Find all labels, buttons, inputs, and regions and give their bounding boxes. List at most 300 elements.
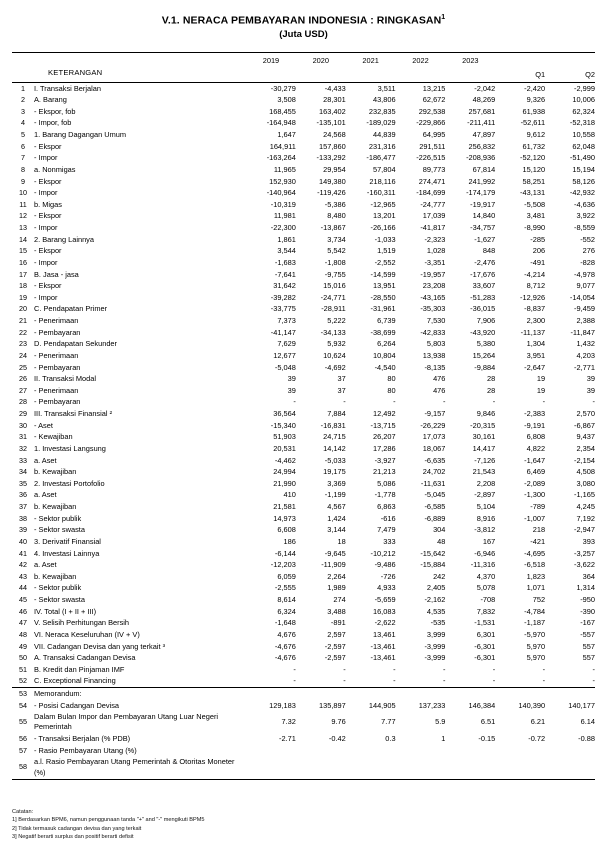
row-value: -26,229 [420, 420, 446, 430]
row-value: -186,477 [366, 153, 396, 163]
row-value: -1,033 [374, 234, 396, 244]
row-number: 49 [19, 641, 27, 651]
row-number: 21 [19, 316, 27, 325]
row-number: 19 [19, 292, 27, 302]
row-value: -3,622 [574, 560, 595, 570]
footnote-item: 3] Negatif berarti surplus dan positif berarti defisit [12, 833, 134, 840]
row-value: -52,318 [569, 118, 595, 128]
row-value: 3,144 [327, 525, 346, 535]
row-value: 14,973 [273, 513, 296, 523]
row-value: 19 [536, 374, 546, 384]
table-row [12, 152, 595, 164]
row-value: -2,042 [474, 83, 496, 93]
row-value: 2,597 [327, 629, 346, 639]
row-value: -2.71 [279, 734, 296, 744]
row-value: 304 [433, 525, 446, 535]
row-value: 1 [441, 734, 446, 744]
row-value: -708 [480, 595, 496, 604]
row-label: - Sektor publik [34, 513, 82, 523]
row-value: 186 [283, 536, 296, 546]
row-value: 1,028 [426, 246, 446, 256]
row-number: 56 [19, 734, 27, 744]
row-value: 13,201 [372, 211, 396, 221]
row-label: - Posisi Cadangan Devisa [34, 700, 120, 710]
row-label: 1. Investasi Langsung [34, 443, 106, 453]
row-value: 4,535 [426, 606, 446, 616]
table-row [12, 664, 595, 676]
row-value: 1,989 [327, 583, 346, 593]
row-value: 20,531 [273, 443, 296, 453]
row-label: - Impor [34, 292, 58, 302]
row-value [246, 745, 296, 757]
row-value: 1,432 [576, 339, 595, 349]
table-body [12, 82, 595, 779]
row-value: -52,611 [520, 118, 546, 128]
row-value: -3,257 [574, 548, 595, 558]
row-value: - [343, 676, 346, 686]
row-value: 24,702 [422, 467, 446, 477]
row-number: 40 [19, 536, 27, 546]
row-number: 23 [19, 339, 27, 349]
row-value: -164,948 [266, 118, 296, 128]
table-row [12, 594, 595, 606]
row-value: 140,390 [518, 700, 546, 710]
table-row [12, 327, 595, 339]
row-value: 5,970 [526, 641, 546, 651]
row-value: 9,846 [476, 409, 496, 418]
row-value: -13,715 [370, 420, 396, 430]
row-value: 364 [582, 571, 595, 581]
row-value: -28,550 [370, 292, 396, 302]
row-value: -5,970 [524, 629, 546, 639]
row-value: 9,326 [526, 95, 546, 105]
row-value: -10,212 [370, 548, 396, 558]
table-row [12, 548, 595, 560]
row-value: -31,961 [370, 304, 396, 314]
row-value: 62,048 [572, 141, 595, 151]
row-value [346, 745, 396, 757]
row-value: 410 [283, 490, 296, 500]
row-value: -9,157 [424, 409, 446, 418]
table-row [12, 396, 595, 408]
table-row [12, 303, 595, 315]
row-label: - Sektor swasta [34, 525, 85, 535]
row-label: - Ekspor [34, 281, 62, 291]
row-value: 6,059 [277, 571, 296, 581]
row-value: 6,324 [277, 606, 296, 616]
row-value: 140,177 [568, 700, 595, 710]
footnotes-heading: Catatan: [12, 809, 34, 816]
row-value: - [592, 397, 595, 407]
row-value: -950 [580, 595, 595, 604]
row-value [445, 688, 495, 700]
header-quarter-0 [246, 68, 296, 83]
row-value: -7,126 [474, 455, 496, 465]
header-quarter-2 [346, 68, 396, 83]
row-value: -2,420 [524, 83, 546, 93]
row-value: -0.42 [328, 734, 346, 744]
row-value: -1,165 [574, 490, 595, 500]
row-label: - Ekspor [34, 176, 62, 186]
title-main-text: V.1. NERACA PEMBAYARAN INDONESIA : RINGKASAN [161, 14, 442, 27]
table-row [12, 94, 595, 106]
row-value: -3,927 [374, 455, 396, 465]
row-value: 6,808 [526, 432, 546, 442]
row-value: 4,370 [476, 571, 496, 581]
row-value: 23,208 [422, 281, 446, 291]
row-value: 7,479 [377, 525, 396, 535]
row-label: - Kewajiban [34, 432, 73, 442]
table-row [12, 606, 595, 618]
row-value: 80 [387, 385, 396, 395]
row-value [396, 688, 446, 700]
row-value: 48 [437, 536, 446, 546]
table-row [12, 245, 595, 257]
row-value [495, 745, 545, 757]
row-value: -34,133 [320, 327, 346, 337]
row-value: -3,999 [424, 641, 446, 651]
table-row [12, 641, 595, 653]
row-value: 6,608 [277, 525, 296, 535]
row-value: 13,215 [422, 83, 446, 93]
header-cell-number-bottom [12, 68, 34, 83]
row-value: 9,612 [526, 130, 546, 139]
row-value: - [393, 397, 396, 407]
table-row [12, 489, 595, 501]
row-label: 4. Investasi Lainnya [34, 548, 100, 558]
row-value: -133,292 [316, 153, 346, 163]
row-label: 1. Barang Dagangan Umum [34, 130, 127, 139]
row-label: b. Kewajiban [34, 571, 77, 581]
row-value: 21,990 [273, 478, 296, 488]
row-value: 168,455 [269, 106, 296, 116]
row-value: -1,647 [524, 455, 546, 465]
row-value: -1,778 [374, 490, 396, 500]
row-label: - Pembayaran [34, 362, 81, 372]
row-value: 19 [536, 385, 546, 395]
row-value: 44,839 [372, 130, 396, 139]
row-label: a. Aset [34, 455, 57, 465]
row-value: 1,647 [277, 130, 296, 139]
row-value: 43,806 [372, 95, 396, 105]
table-row [12, 373, 595, 385]
row-value: -1,627 [474, 234, 496, 244]
row-number: 39 [19, 525, 27, 535]
row-value: - [343, 664, 346, 674]
footnote-item: 2] Tidak termasuk cadangan devisa dan yang terkait [12, 825, 142, 832]
row-value: - [492, 676, 496, 686]
row-value: 4,567 [327, 502, 346, 511]
row-value: 2,354 [576, 443, 595, 453]
row-value [296, 745, 346, 757]
row-value: 146,384 [468, 700, 496, 710]
row-value [396, 745, 446, 757]
row-value: -4,540 [374, 362, 396, 372]
row-label: C. Exceptional Financing [34, 676, 116, 686]
page-title [0, 0, 607, 41]
row-label: - Impor [34, 223, 58, 232]
row-value: -6,889 [424, 513, 446, 523]
row-value: -43,131 [520, 188, 546, 198]
row-value: -15,642 [420, 548, 446, 558]
row-value: 89,773 [422, 164, 446, 174]
row-number: 18 [19, 281, 27, 291]
row-label: - Impor, fob [34, 118, 72, 128]
row-label: b. Kewajiban [34, 502, 77, 511]
row-value: -6,585 [424, 502, 446, 511]
row-number: 42 [19, 560, 27, 570]
row-label: B. Kredit dan Pinjaman IMF [34, 664, 125, 674]
table-row [12, 478, 595, 490]
row-value: -11,137 [520, 327, 546, 337]
row-value: -28,911 [321, 304, 346, 314]
row-value: 6.14 [580, 717, 595, 726]
row-label: - Impor [34, 188, 58, 198]
row-value: 11,965 [273, 164, 296, 174]
row-label: C. Pendapatan Primer [34, 304, 108, 314]
row-value [246, 688, 296, 700]
row-value: -24,777 [420, 199, 446, 209]
row-value: -30,279 [270, 83, 296, 93]
row-number: 4 [21, 118, 25, 128]
table-row [12, 117, 595, 129]
table-header [12, 52, 595, 82]
row-value: -1,199 [324, 490, 346, 500]
row-value [346, 757, 396, 780]
row-value: 476 [433, 374, 446, 384]
row-value: 7,884 [327, 409, 346, 418]
row-value: -51,490 [569, 153, 595, 163]
header-quarter-1 [296, 68, 346, 83]
row-value: 28 [487, 385, 496, 395]
row-number: 34 [19, 467, 27, 477]
table-row [12, 700, 595, 712]
footnote-item: 1] Berdasarkan BPM6, namun penggunaan tanda "+" and "-" mengikuti BPM5 [12, 817, 205, 824]
row-value: -11,631 [420, 478, 446, 488]
table-row [12, 315, 595, 327]
row-number: 36 [19, 490, 27, 500]
row-value: 62,672 [422, 95, 446, 105]
table-row [12, 129, 595, 141]
row-value: 28 [487, 374, 496, 384]
row-label: - Ekspor [34, 211, 62, 221]
row-value: -1,531 [474, 618, 496, 628]
table-row [12, 420, 595, 432]
row-value: -208,936 [466, 153, 496, 163]
row-value: 5,104 [476, 502, 496, 511]
row-value: -5,508 [524, 199, 546, 209]
row-value: -8,837 [524, 304, 546, 314]
row-value: -41,147 [270, 327, 296, 337]
row-value: -491 [530, 257, 546, 267]
row-number: 11 [19, 199, 27, 209]
row-value: 13,951 [372, 281, 396, 291]
row-value [246, 757, 296, 780]
row-value: 2,388 [576, 316, 595, 325]
row-value: 3,369 [327, 478, 346, 488]
row-value: -828 [580, 257, 595, 267]
row-value: 48,269 [472, 95, 496, 105]
row-value: -14,054 [569, 292, 595, 302]
row-value: -135,101 [316, 118, 346, 128]
row-label: - Pembayaran [34, 397, 81, 407]
row-value: 157,860 [319, 141, 346, 151]
row-value: -8,559 [574, 223, 595, 232]
row-value: 14,142 [323, 443, 346, 453]
row-value: -0.88 [578, 734, 595, 744]
row-value: - [592, 664, 595, 674]
row-value: 3,734 [327, 234, 346, 244]
row-value: 276 [582, 246, 595, 256]
row-value: 241,992 [468, 176, 496, 186]
row-label: D. Pendapatan Sekunder [34, 339, 118, 349]
row-value: -34,757 [470, 223, 496, 232]
row-value: -2,154 [574, 455, 595, 465]
row-value [545, 745, 595, 757]
row-value: -15,884 [420, 560, 446, 570]
row-value: -174,179 [466, 188, 496, 198]
row-value: 2,405 [426, 583, 446, 593]
row-label: B. Jasa - jasa [34, 269, 79, 279]
row-value: 18 [337, 536, 346, 546]
row-value: 137,233 [418, 700, 446, 710]
row-label: a. Aset [34, 490, 57, 500]
row-value: -390 [580, 606, 595, 616]
row-value: -5,045 [424, 490, 446, 500]
row-value: 15,120 [522, 164, 546, 174]
table-row [12, 431, 595, 443]
row-value: -19,917 [470, 199, 496, 209]
row-value: 129,183 [269, 700, 296, 710]
row-value: 3,951 [526, 350, 546, 360]
row-label: a. Nonmigas [34, 164, 76, 174]
row-value: -8,135 [424, 362, 446, 372]
row-value: - [492, 664, 496, 674]
row-label: a.l. Rasio Pembayaran Utang Pemerintah & Otoritas Moneter (%) [34, 757, 246, 780]
row-value: -1,648 [274, 618, 296, 628]
row-label: - Ekspor [34, 246, 62, 256]
row-value: -13,461 [370, 641, 396, 651]
row-value: 80 [387, 374, 396, 384]
table-row [12, 501, 595, 513]
row-value: 163,402 [319, 106, 346, 116]
header-cell-keterangan-top [34, 52, 246, 68]
header-row-quarters [12, 68, 595, 83]
table-row [12, 652, 595, 664]
row-number: 6 [21, 141, 25, 151]
row-value [445, 745, 495, 757]
row-label: A. Transaksi Cadangan Devisa [34, 653, 136, 663]
row-value: -9,191 [524, 420, 546, 430]
row-value: 231,316 [368, 141, 396, 151]
row-value: 3,922 [576, 211, 595, 221]
row-number: 1 [21, 83, 25, 93]
row-number: 43 [19, 571, 27, 581]
row-value: 152,930 [269, 176, 296, 186]
row-value: 10,804 [372, 350, 396, 360]
table-row [12, 257, 595, 269]
row-value: 39 [287, 385, 296, 395]
row-number: 29 [19, 409, 27, 418]
row-value: 14,840 [472, 211, 496, 221]
row-value: -789 [530, 502, 546, 511]
row-value: 24,994 [273, 467, 296, 477]
row-value: 4,676 [277, 629, 296, 639]
header-row-years [12, 52, 595, 68]
row-number: 47 [19, 618, 27, 628]
row-value: -4,692 [324, 362, 346, 372]
table-row [12, 582, 595, 594]
row-value: 26,207 [372, 432, 396, 442]
row-value: - [542, 664, 546, 674]
bop-table [12, 52, 595, 780]
row-value: 3,999 [426, 629, 446, 639]
row-value: 37 [337, 374, 346, 384]
row-value: 10,006 [572, 95, 595, 105]
row-value: 5,078 [476, 583, 496, 593]
row-value: 39 [287, 374, 296, 384]
table-row [12, 536, 595, 548]
row-value: -5,048 [274, 362, 296, 372]
table-row [12, 199, 595, 211]
table-row [12, 176, 595, 188]
row-value: -1,300 [524, 490, 546, 500]
row-value: 292,538 [418, 106, 446, 116]
row-label: - Transaksi Berjalan (% PDB) [34, 734, 131, 744]
row-value: -557 [580, 629, 595, 639]
row-value: 58,251 [522, 176, 546, 186]
row-value: -6,144 [274, 548, 296, 558]
row-value: -41,817 [420, 223, 446, 232]
row-label: - Impor [34, 153, 58, 163]
row-value: -211,411 [467, 118, 496, 128]
row-value: 5,222 [327, 316, 346, 325]
row-number: 30 [19, 420, 27, 430]
row-value: 6,469 [526, 467, 546, 477]
row-value: 51,903 [273, 432, 296, 442]
table-row [12, 571, 595, 583]
row-value: 10,558 [572, 130, 595, 139]
header-year-6 [545, 52, 595, 68]
row-number: 37 [19, 502, 27, 511]
row-value: 4,245 [576, 502, 595, 511]
row-value: -2,323 [424, 234, 446, 244]
row-value: 7.32 [281, 717, 296, 726]
row-number: 46 [19, 606, 27, 616]
row-value [495, 688, 545, 700]
row-label: I. Transaksi Berjalan [34, 83, 101, 93]
row-value: 3,488 [327, 606, 346, 616]
row-value [296, 757, 346, 780]
row-value: -4,462 [274, 455, 296, 465]
row-value: 31,642 [273, 281, 296, 291]
row-value: 6,264 [377, 339, 396, 349]
table-row [12, 455, 595, 467]
row-value: 30,161 [472, 432, 496, 442]
table-row [12, 675, 595, 687]
row-value: - [442, 397, 446, 407]
row-value: 7,832 [476, 606, 496, 616]
row-value: 21,581 [273, 502, 296, 511]
row-number: 12 [19, 211, 27, 221]
row-value: 7,373 [277, 316, 296, 325]
row-value: -4,676 [274, 653, 296, 663]
row-value: 39 [586, 374, 595, 384]
row-value: 11,981 [273, 211, 296, 221]
row-value: -43,920 [470, 327, 496, 337]
row-value: -726 [380, 571, 396, 581]
row-label: 3. Derivatif Finansial [34, 536, 101, 546]
